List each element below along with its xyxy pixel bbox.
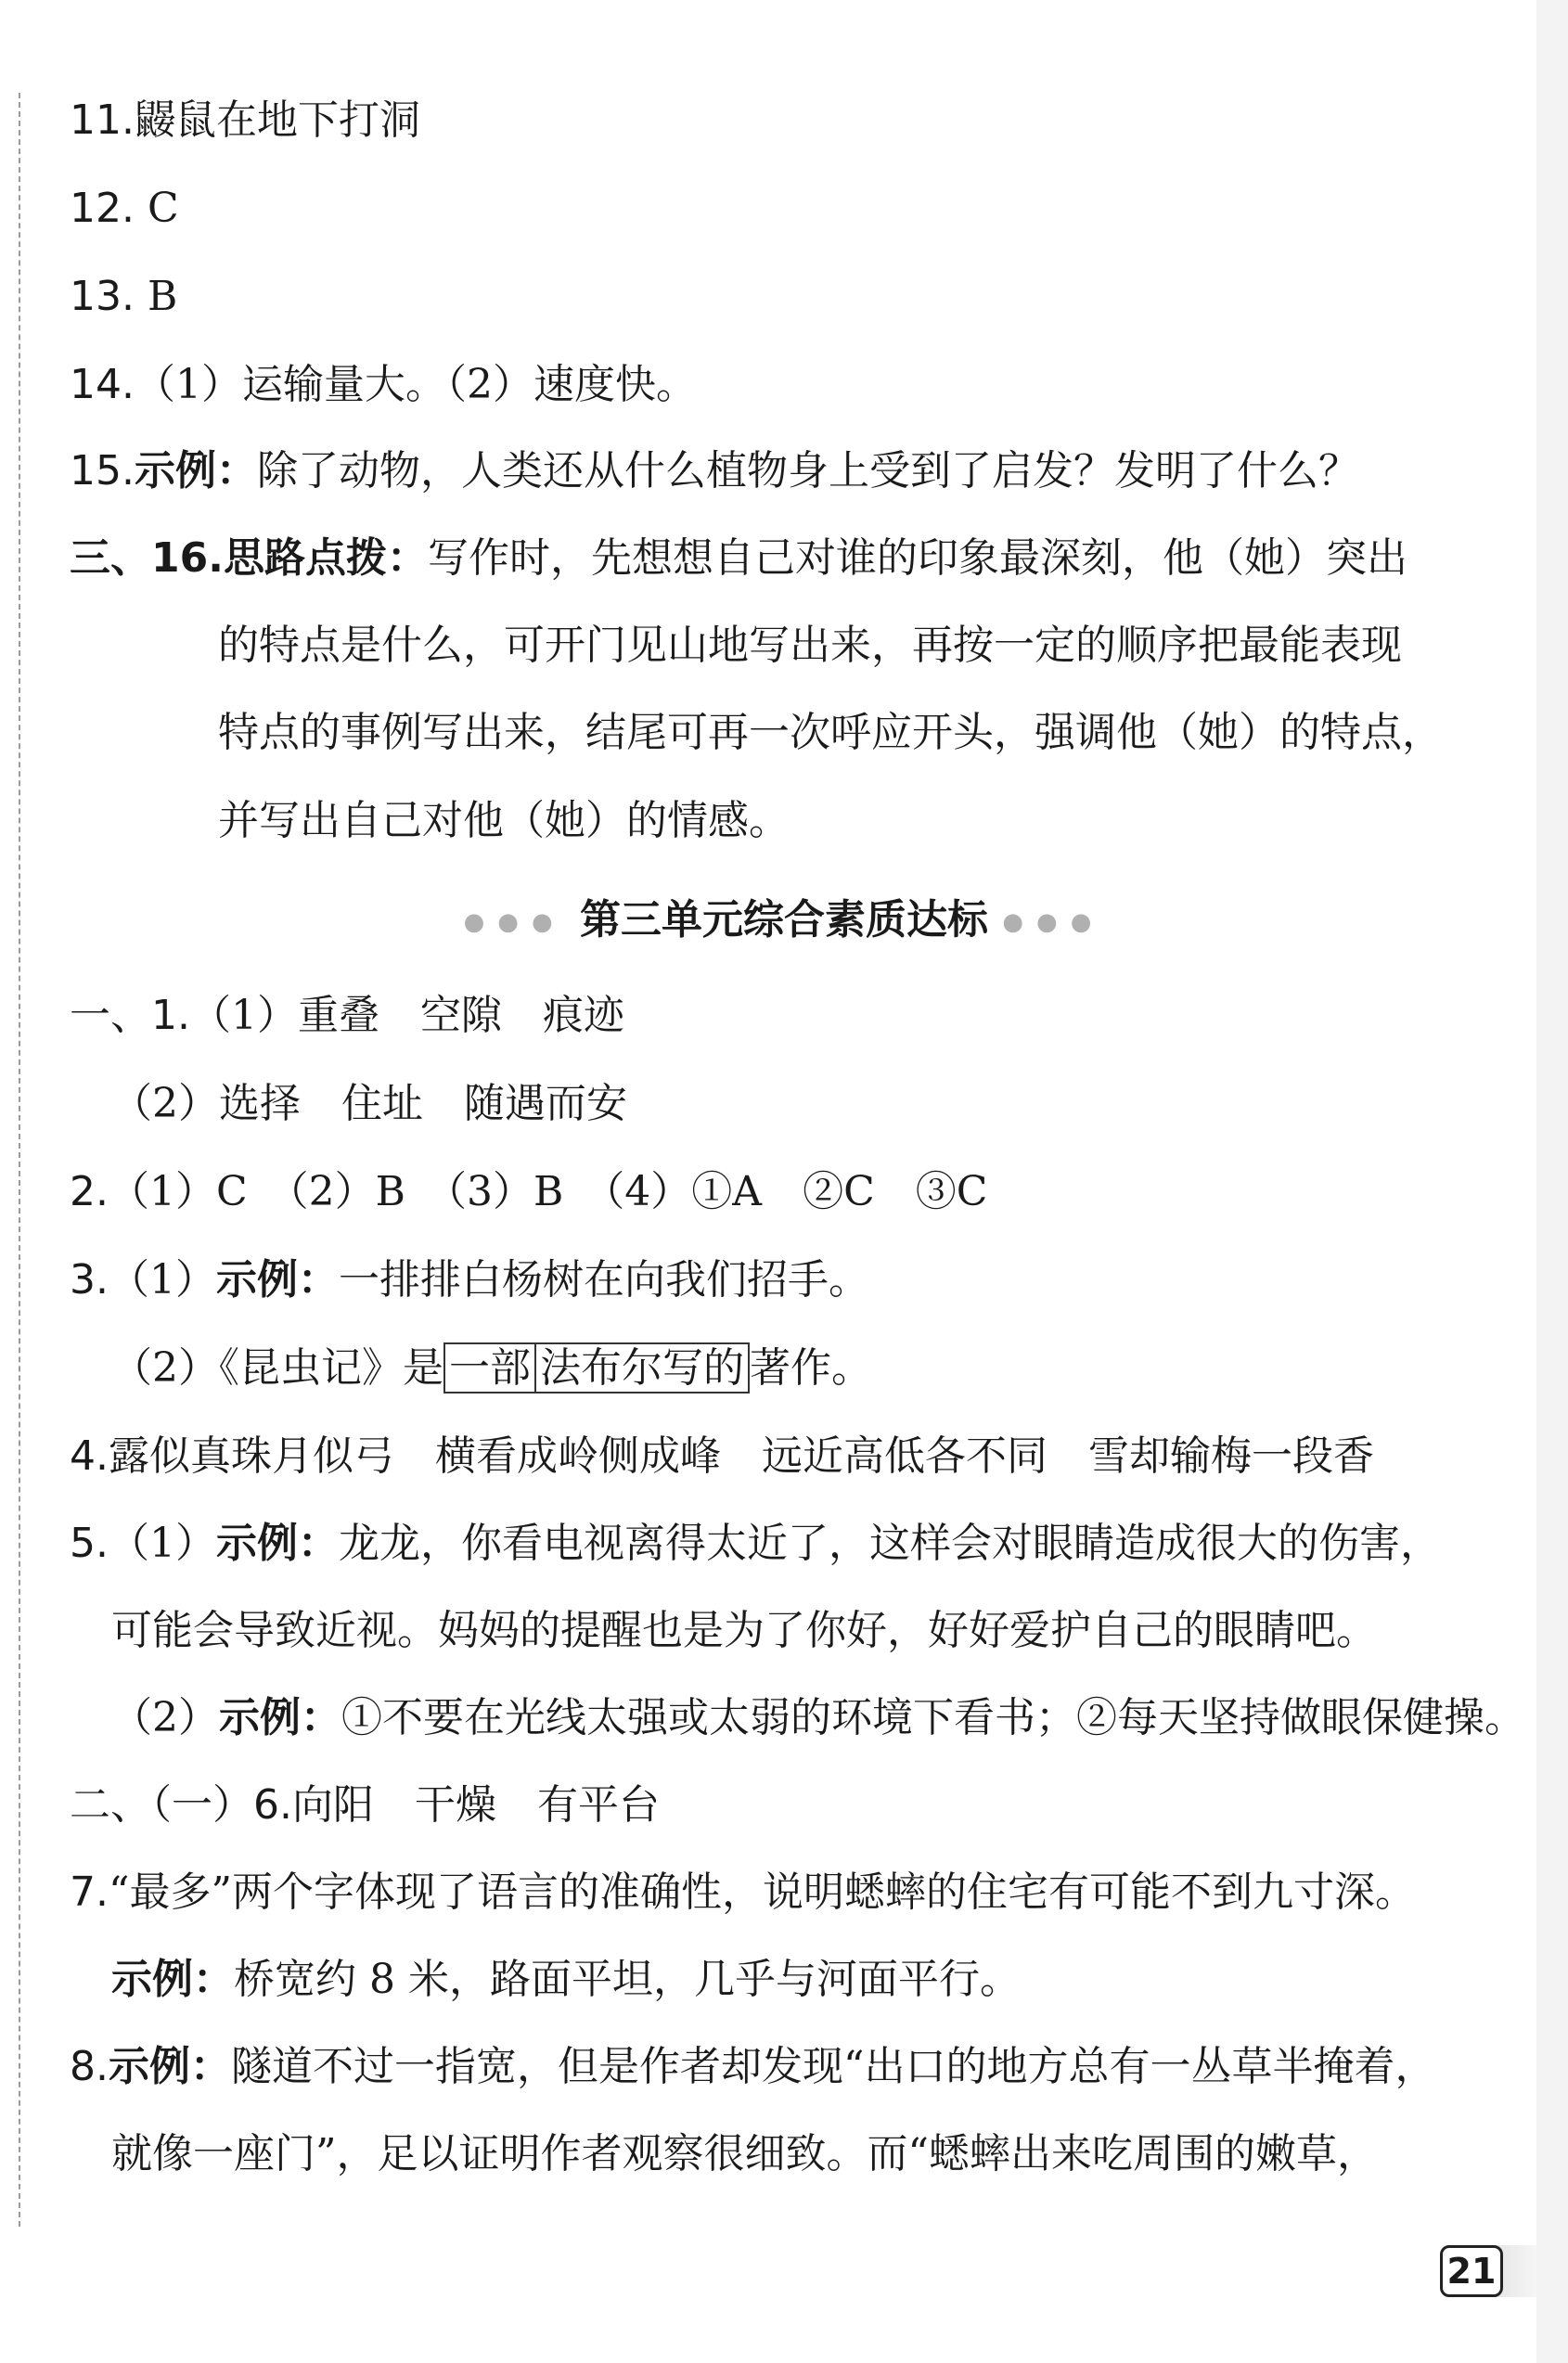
answer-line: 7.“最多”两个字体现了语言的准确性，说明蟋蟀的住宅有可能不到九寸深。 [70,1869,1416,1916]
answer-line: （2）选择 住址 随遇而安 [111,1080,627,1127]
answer-line: 示例：桥宽约 8 米，路面平坦，几乎与河面平行。 [111,1956,1021,2003]
answer-line: （2）示例：①不要在光线太强或太弱的环境下看书；②每天坚持做眼保健操。 [111,1694,1525,1741]
answer-line: 4.露似真珠月似弓 横看成岭侧成峰 远近高低各不同 雪却输梅一段香 [70,1432,1374,1480]
answer-line: 可能会导致近视。妈妈的提醒也是为了你好，好好爱护自己的眼睛吧。 [111,1607,1377,1654]
title-dots-right-icon: ●●● [1002,908,1105,936]
boxed-phrase: 法布尔写的 [536,1342,750,1393]
answer-line: 12. C [70,185,179,232]
answer-line: 2.（1）C （2）B （3）B （4）①A ②C ③C [70,1168,988,1215]
answer-line: 8.示例：隧道不过一指宽，但是作者却发现“出口的地方总有一丛草半掩着， [70,2043,1436,2090]
title-dots-left-icon: ●●● [463,908,566,936]
answer-line: 三、16.思路点拨：写作时，先想想自己对谁的印象最深刻，他（她）突出 [70,534,1407,582]
answer-line: 特点的事例写出来，结尾可再一次呼应开头，强调他（她）的特点， [218,709,1443,756]
answer-line: 11.鼹鼠在地下打洞 [70,96,420,144]
answer-line: 就像一座门”，足以证明作者观察很细致。而“蟋蟀出来吃周围的嫩草， [111,2130,1378,2177]
answer-line: 13. B [70,273,178,320]
page-number: 21 [1440,2245,1503,2297]
boxed-phrase: 一部 [443,1342,536,1393]
binding-dashed-line [19,93,20,2227]
answer-line: （2）《昆虫记》是 一部 法布尔写的 著作。 [111,1344,872,1392]
answer-line: 5.（1）示例：龙龙，你看电视离得太近了，这样会对眼睛造成很大的伤害， [70,1520,1441,1567]
section-title: ●●● 第三单元综合素质达标 ●●● [463,896,1105,944]
answer-line: 3.（1）示例：一排排白杨树在向我们招手。 [70,1256,869,1304]
answer-line: 的特点是什么，可开门见山地写出来，再按一定的顺序把最能表现 [218,622,1402,669]
answer-line: 一、1.（1）重叠 空隙 痕迹 [70,992,624,1039]
answer-line: 15.示例：除了动物，人类还从什么植物身上受到了启发？发明了什么？ [70,447,1359,494]
answer-line: 并写出自己对他（她）的情感。 [218,797,790,844]
answer-line: 二、（一）6.向阳 干燥 有平台 [70,1781,660,1829]
answer-line: 14.（1）运输量大。（2）速度快。 [70,361,697,408]
